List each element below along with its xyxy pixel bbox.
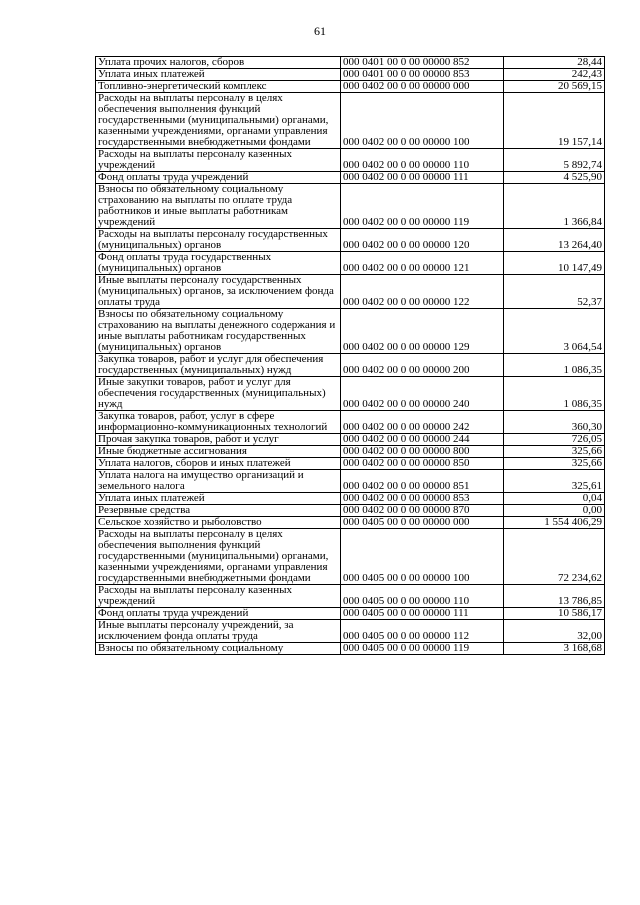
expense-name-cell: Закупка товаров, работ и услуг для обеспечения государственных (муниципальных) нужд: [96, 354, 341, 377]
table-row: [96, 81, 605, 93]
expense-name-cell: Закупка товаров, работ, услуг в сфере информационно-коммуникационных технологий: [96, 411, 341, 434]
table-row: [96, 620, 605, 643]
amount-cell: 4 525,90: [504, 172, 605, 184]
expense-name-cell: Иные бюджетные ассигнования: [96, 446, 341, 458]
expense-name-cell: Топливно-энергетический комплекс: [96, 81, 341, 93]
table-row: [96, 57, 605, 69]
expense-name-cell: Расходы на выплаты персоналу в целях обеспечения выполнения функций государственными (муниципальными) органами, казенными учреждениями, органами управления государственными внебюджетными фондами: [96, 529, 341, 585]
budget-code-cell: 000 0402 00 0 00 00000 129: [341, 309, 504, 354]
amount-cell: 13 264,40: [504, 229, 605, 252]
amount-cell: 325,66: [504, 458, 605, 470]
amount-cell: 19 157,14: [504, 93, 605, 149]
budget-code-cell: 000 0402 00 0 00 00000 853: [341, 493, 504, 505]
table-row: [96, 69, 605, 81]
amount-cell: 1 554 406,29: [504, 517, 605, 529]
budget-table: [95, 56, 605, 655]
table-row: [96, 446, 605, 458]
table-row: [96, 149, 605, 172]
budget-code-cell: 000 0402 00 0 00 00000 200: [341, 354, 504, 377]
budget-code-cell: 000 0405 00 0 00 00000 110: [341, 585, 504, 608]
budget-code-cell: 000 0405 00 0 00 00000 112: [341, 620, 504, 643]
table-row: [96, 172, 605, 184]
amount-cell: 325,66: [504, 446, 605, 458]
expense-name-cell: Фонд оплаты труда учреждений: [96, 172, 341, 184]
table-row: [96, 517, 605, 529]
amount-cell: 0,04: [504, 493, 605, 505]
amount-cell: 3 168,68: [504, 643, 605, 655]
expense-name-cell: Иные выплаты персоналу государственных (муниципальных) органов, за исключением фонда оплаты труда: [96, 275, 341, 309]
expense-name-cell: Прочая закупка товаров, работ и услуг: [96, 434, 341, 446]
amount-cell: 28,44: [504, 57, 605, 69]
expense-name-cell: Резервные средства: [96, 505, 341, 517]
expense-name-cell: Иные выплаты персоналу учреждений, за исключением фонда оплаты труда: [96, 620, 341, 643]
page-number: 61: [314, 24, 326, 38]
table-row: [96, 529, 605, 585]
table-row: [96, 377, 605, 411]
amount-cell: 5 892,74: [504, 149, 605, 172]
amount-cell: 32,00: [504, 620, 605, 643]
budget-code-cell: 000 0402 00 0 00 00000 870: [341, 505, 504, 517]
budget-code-cell: 000 0402 00 0 00 00000 000: [341, 81, 504, 93]
table-row: [96, 470, 605, 493]
table-row: [96, 354, 605, 377]
expense-name-cell: Взносы по обязательному социальному страхованию на выплаты денежного содержания и иные выплаты работникам государственных (муниципальных) органов: [96, 309, 341, 354]
budget-code-cell: 000 0402 00 0 00 00000 240: [341, 377, 504, 411]
amount-cell: 0,00: [504, 505, 605, 517]
table-row: [96, 608, 605, 620]
budget-code-cell: 000 0405 00 0 00 00000 000: [341, 517, 504, 529]
budget-code-cell: 000 0402 00 0 00 00000 110: [341, 149, 504, 172]
amount-cell: 72 234,62: [504, 529, 605, 585]
budget-code-cell: 000 0402 00 0 00 00000 244: [341, 434, 504, 446]
expense-name-cell: Взносы по обязательному социальному: [96, 643, 341, 655]
table-row: [96, 229, 605, 252]
table-row: [96, 252, 605, 275]
budget-code-cell: 000 0402 00 0 00 00000 121: [341, 252, 504, 275]
expense-name-cell: Расходы на выплаты персоналу казенных учреждений: [96, 149, 341, 172]
expense-name-cell: Расходы на выплаты персоналу в целях обеспечения выполнения функций государственными (муниципальными) органами, казенными учреждениями, органами управления государственными внебюджетными фондами: [96, 93, 341, 149]
expense-name-cell: Уплата иных платежей: [96, 69, 341, 81]
expense-name-cell: Сельское хозяйство и рыболовство: [96, 517, 341, 529]
amount-cell: 242,43: [504, 69, 605, 81]
table-row: [96, 411, 605, 434]
expense-name-cell: Взносы по обязательному социальному страхованию на выплаты по оплате труда работников и иные выплаты работникам учреждений: [96, 184, 341, 229]
amount-cell: 10 586,17: [504, 608, 605, 620]
budget-code-cell: 000 0402 00 0 00 00000 122: [341, 275, 504, 309]
amount-cell: 360,30: [504, 411, 605, 434]
table-row: [96, 275, 605, 309]
amount-cell: 1 086,35: [504, 354, 605, 377]
budget-code-cell: 000 0405 00 0 00 00000 119: [341, 643, 504, 655]
amount-cell: 3 064,54: [504, 309, 605, 354]
table-row: [96, 458, 605, 470]
budget-code-cell: 000 0402 00 0 00 00000 111: [341, 172, 504, 184]
table-row: [96, 493, 605, 505]
amount-cell: 1 366,84: [504, 184, 605, 229]
table-row: [96, 434, 605, 446]
budget-code-cell: 000 0405 00 0 00 00000 111: [341, 608, 504, 620]
expense-name-cell: Фонд оплаты труда учреждений: [96, 608, 341, 620]
amount-cell: 13 786,85: [504, 585, 605, 608]
budget-code-cell: 000 0402 00 0 00 00000 850: [341, 458, 504, 470]
table-row: [96, 184, 605, 229]
budget-code-cell: 000 0402 00 0 00 00000 851: [341, 470, 504, 493]
expense-name-cell: Расходы на выплаты персоналу казенных учреждений: [96, 585, 341, 608]
amount-cell: 10 147,49: [504, 252, 605, 275]
table-row: [96, 309, 605, 354]
budget-code-cell: 000 0402 00 0 00 00000 800: [341, 446, 504, 458]
expense-name-cell: Расходы на выплаты персоналу государственных (муниципальных) органов: [96, 229, 341, 252]
budget-code-cell: 000 0405 00 0 00 00000 100: [341, 529, 504, 585]
table-row: [96, 643, 605, 655]
budget-code-cell: 000 0401 00 0 00 00000 853: [341, 69, 504, 81]
budget-code-cell: 000 0402 00 0 00 00000 242: [341, 411, 504, 434]
table-row: [96, 93, 605, 149]
expense-name-cell: Уплата иных платежей: [96, 493, 341, 505]
budget-code-cell: 000 0401 00 0 00 00000 852: [341, 57, 504, 69]
expense-name-cell: Иные закупки товаров, работ и услуг для обеспечения государственных (муниципальных) нужд: [96, 377, 341, 411]
expense-name-cell: Уплата налогов, сборов и иных платежей: [96, 458, 341, 470]
expense-name-cell: Уплата прочих налогов, сборов: [96, 57, 341, 69]
expense-name-cell: Уплата налога на имущество организаций и земельного налога: [96, 470, 341, 493]
budget-code-cell: 000 0402 00 0 00 00000 100: [341, 93, 504, 149]
expense-name-cell: Фонд оплаты труда государственных (муниципальных) органов: [96, 252, 341, 275]
amount-cell: 52,37: [504, 275, 605, 309]
amount-cell: 726,05: [504, 434, 605, 446]
budget-table-body: [96, 57, 605, 655]
budget-code-cell: 000 0402 00 0 00 00000 119: [341, 184, 504, 229]
amount-cell: 20 569,15: [504, 81, 605, 93]
amount-cell: 325,61: [504, 470, 605, 493]
table-row: [96, 505, 605, 517]
table-row: [96, 585, 605, 608]
amount-cell: 1 086,35: [504, 377, 605, 411]
budget-code-cell: 000 0402 00 0 00 00000 120: [341, 229, 504, 252]
